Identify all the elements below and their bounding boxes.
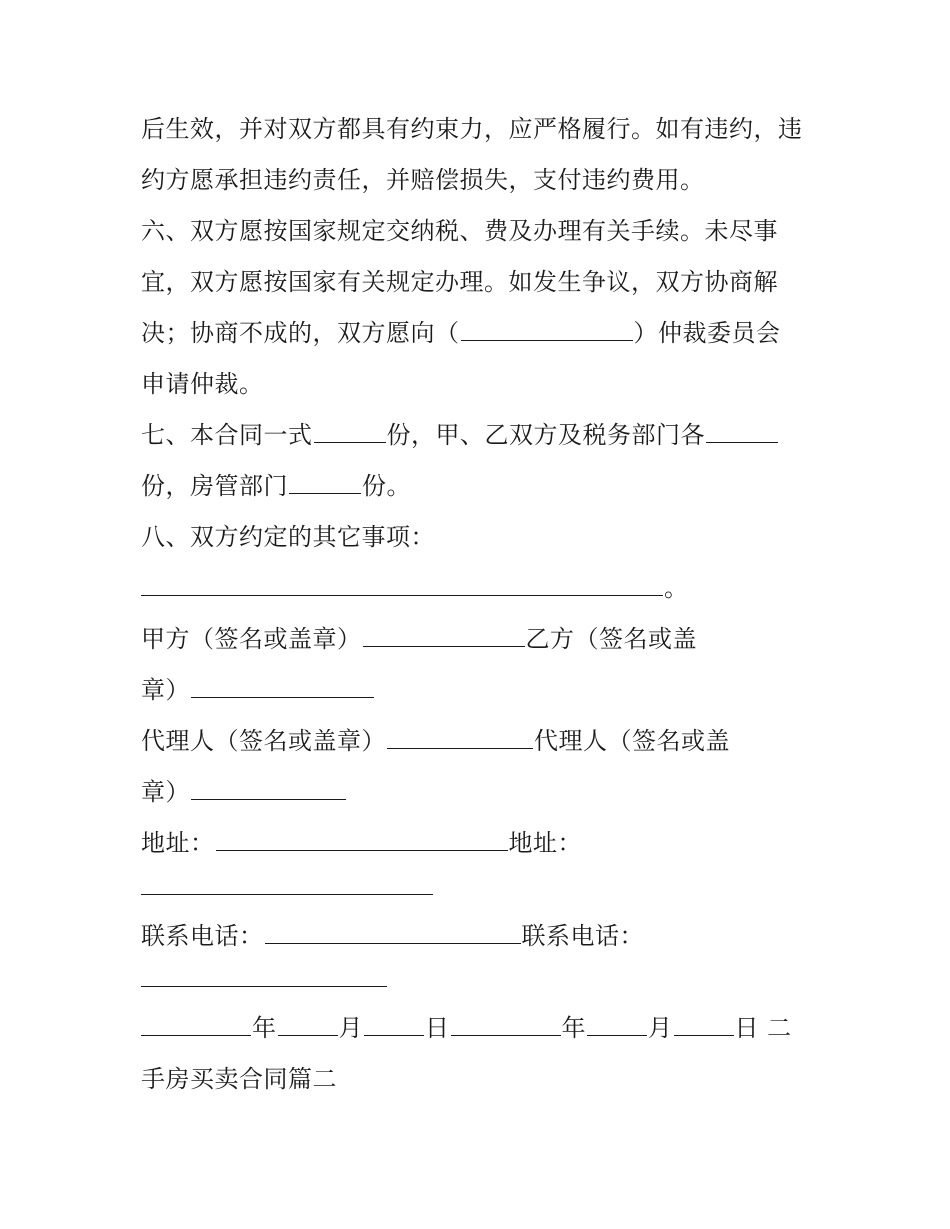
party-a-signature-blank[interactable] xyxy=(363,624,525,647)
line-text: 章） xyxy=(141,778,190,806)
clause-eight-line xyxy=(141,522,435,552)
line-text: 章） xyxy=(141,676,190,704)
line-text: 代理人（签名或盖章） xyxy=(141,727,386,755)
text-line xyxy=(141,675,375,705)
day-blank-a[interactable] xyxy=(364,1013,424,1036)
text-line xyxy=(141,872,434,902)
other-matters-blank[interactable] xyxy=(141,573,663,596)
month-blank-a[interactable] xyxy=(278,1013,338,1036)
line-text: 份。 xyxy=(362,472,411,500)
line-text: 份，房管部门 xyxy=(141,472,288,500)
year-blank-b[interactable] xyxy=(451,1013,561,1036)
copies-housing-dept-blank[interactable] xyxy=(289,471,361,494)
line-text: 乙方（签名或盖 xyxy=(525,625,697,653)
clause-seven-line xyxy=(141,420,779,450)
text-line xyxy=(141,369,264,399)
text-line xyxy=(141,165,705,195)
agent-a-signature-blank[interactable] xyxy=(387,726,533,749)
text-line xyxy=(141,318,781,348)
copies-each-party-blank[interactable] xyxy=(706,420,778,443)
party-b-phone-blank[interactable] xyxy=(141,964,387,987)
line-text: 甲方（签名或盖章） xyxy=(141,625,362,653)
line-text: 八、双方约定的其它事项： xyxy=(141,523,435,551)
month-label: 月 xyxy=(338,1014,363,1042)
agent-b-signature-blank[interactable] xyxy=(191,777,346,800)
day-label: 日 xyxy=(425,1014,450,1042)
text-line xyxy=(141,114,803,144)
text-line xyxy=(141,573,689,603)
text-line xyxy=(141,471,411,501)
clause-six-line xyxy=(141,216,778,246)
agent-signature-line xyxy=(141,726,730,756)
year-label: 年 xyxy=(561,1014,586,1042)
line-text: 联系电话： xyxy=(141,922,264,950)
copies-total-blank[interactable] xyxy=(314,420,386,443)
line-text: 七、本合同一式 xyxy=(141,421,313,449)
year-label: 年 xyxy=(252,1014,277,1042)
day-blank-b[interactable] xyxy=(674,1013,734,1036)
party-a-phone-blank[interactable] xyxy=(265,921,521,944)
address-line xyxy=(141,828,582,858)
text-line xyxy=(141,964,388,994)
arbitration-committee-blank[interactable] xyxy=(461,318,633,341)
party-b-address-blank[interactable] xyxy=(141,872,433,895)
party-a-address-blank[interactable] xyxy=(216,828,508,851)
line-text: 宜，双方愿按国家有关规定办理。如发生争议，双方协商解 xyxy=(141,268,778,296)
line-text: ）仲裁委员会 xyxy=(633,319,781,347)
line-text: 约方愿承担违约责任，并赔偿损失，支付违约费用。 xyxy=(141,166,705,194)
line-text: 决；协商不成的，双方愿向（ xyxy=(141,319,460,347)
party-b-signature-blank[interactable] xyxy=(191,675,374,698)
line-text: 地址： xyxy=(141,829,215,857)
text-line xyxy=(141,777,347,807)
phone-line xyxy=(141,921,644,951)
day-label: 日 二 xyxy=(734,1014,792,1042)
line-text: 代理人（签名或盖 xyxy=(534,727,730,755)
text-line xyxy=(141,267,778,297)
party-signature-line xyxy=(141,624,697,654)
date-line xyxy=(141,1013,792,1043)
section-heading xyxy=(141,1064,337,1094)
line-text: 。 xyxy=(664,574,689,602)
line-text: 联系电话： xyxy=(521,922,644,950)
line-text: 申请仲裁。 xyxy=(141,370,264,398)
line-text: 地址： xyxy=(508,829,582,857)
line-text: 后生效，并对双方都具有约束力，应严格履行。如有违约，违 xyxy=(141,115,803,143)
line-text: 六、双方愿按国家规定交纳税、费及办理有关手续。未尽事 xyxy=(141,217,778,245)
year-blank-a[interactable] xyxy=(141,1013,251,1036)
month-label: 月 xyxy=(648,1014,673,1042)
month-blank-b[interactable] xyxy=(587,1013,647,1036)
line-text: 份，甲、乙双方及税务部门各 xyxy=(386,421,705,449)
line-text: 手房买卖合同篇二 xyxy=(141,1065,337,1093)
